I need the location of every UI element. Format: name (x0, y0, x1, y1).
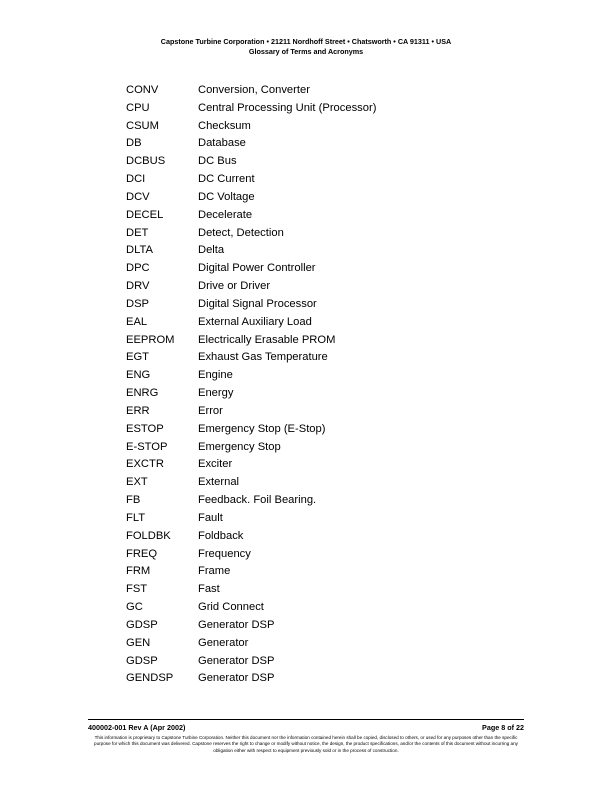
glossary-row (126, 563, 376, 581)
glossary-definition: Fault (198, 511, 223, 524)
glossary-abbreviation: DB (126, 137, 142, 150)
glossary-abbreviation: DSP (126, 297, 150, 310)
glossary-abbreviation: ERR (126, 404, 150, 417)
page-header (0, 37, 612, 56)
glossary-abbreviation: FOLDBK (126, 529, 171, 542)
glossary-definition: DC Bus (198, 155, 237, 168)
glossary-definition: Central Processing Unit (Processor) (198, 101, 377, 114)
glossary-definition: Feedback. Foil Bearing. (198, 494, 317, 507)
glossary-row (126, 670, 376, 688)
glossary-row (126, 653, 376, 671)
glossary-abbreviation: DCBUS (126, 155, 166, 168)
glossary-abbreviation: E-STOP (126, 440, 168, 453)
glossary-row (126, 474, 376, 492)
glossary-row (126, 599, 376, 617)
glossary-abbreviation: ENG (126, 369, 151, 382)
glossary-row (126, 492, 376, 510)
glossary-abbreviation: EXT (126, 476, 148, 489)
glossary-abbreviation: GDSP (126, 618, 158, 631)
glossary-abbreviation: GENDSP (126, 672, 174, 685)
glossary-abbreviation: DCV (126, 190, 150, 203)
glossary-definition: Exciter (198, 458, 233, 471)
glossary-definition: Frequency (198, 547, 251, 560)
glossary-row (126, 260, 376, 278)
glossary-row (126, 510, 376, 528)
glossary-abbreviation: CSUM (126, 119, 159, 132)
glossary-row (126, 349, 376, 367)
glossary-definition: Electrically Erasable PROM (198, 333, 336, 346)
glossary-row (126, 617, 376, 635)
glossary-definition: Emergency Stop (E-Stop) (198, 422, 326, 435)
glossary-definition: Generator DSP (198, 672, 275, 685)
glossary-definition: Fast (198, 583, 220, 596)
glossary-abbreviation: ENRG (126, 387, 159, 400)
glossary-abbreviation: FRM (126, 565, 151, 578)
glossary-definition: Database (198, 137, 246, 150)
glossary-list (126, 82, 376, 688)
glossary-row (126, 546, 376, 564)
glossary-abbreviation: DRV (126, 280, 150, 293)
document-subtitle: Glossary of Terms and Acronyms (248, 46, 364, 56)
glossary-abbreviation: FB (126, 494, 141, 507)
glossary-definition: Drive or Driver (198, 280, 271, 293)
glossary-definition: Checksum (198, 119, 251, 132)
glossary-abbreviation: CPU (126, 101, 150, 114)
glossary-row (126, 171, 376, 189)
glossary-definition: Exhaust Gas Temperature (198, 351, 328, 364)
document-number: 400002-001 Rev A (Apr 2002) (88, 723, 186, 732)
glossary-abbreviation: GDSP (126, 654, 158, 667)
glossary-definition: Delta (198, 244, 225, 257)
glossary-abbreviation: CONV (126, 84, 159, 96)
glossary-row (126, 135, 376, 153)
glossary-row (126, 332, 376, 350)
glossary-abbreviation: EEPROM (126, 333, 175, 346)
glossary-row (126, 118, 376, 136)
glossary-definition: Error (198, 404, 223, 417)
glossary-row (126, 82, 376, 100)
glossary-definition: Foldback (198, 529, 244, 542)
glossary-definition: Detect, Detection (198, 226, 284, 239)
glossary-definition: Digital Signal Processor (198, 297, 317, 310)
glossary-row (126, 385, 376, 403)
glossary-row (126, 367, 376, 385)
glossary-definition: Generator DSP (198, 654, 275, 667)
glossary-abbreviation: DPC (126, 262, 150, 275)
glossary-row (126, 581, 376, 599)
glossary-row (126, 153, 376, 171)
glossary-row (126, 528, 376, 546)
glossary-definition: DC Current (198, 173, 255, 186)
glossary-row (126, 100, 376, 118)
glossary-definition: Emergency Stop (198, 440, 281, 453)
glossary-abbreviation: FLT (126, 511, 146, 524)
glossary-definition: Frame (198, 565, 231, 578)
footer-divider (88, 719, 524, 720)
glossary-row (126, 225, 376, 243)
glossary-definition: Conversion, Converter (198, 84, 310, 96)
glossary-definition: Generator DSP (198, 618, 275, 631)
glossary-row (126, 635, 376, 653)
glossary-definition: Generator (198, 636, 249, 649)
glossary-definition: External (198, 476, 240, 489)
glossary-abbreviation: DECEL (126, 208, 164, 221)
glossary-definition: DC Voltage (198, 190, 255, 203)
footer-info-line (88, 723, 524, 732)
glossary-row (126, 456, 376, 474)
glossary-abbreviation: EAL (126, 315, 148, 328)
glossary-abbreviation: GC (126, 601, 143, 614)
glossary-row (126, 296, 376, 314)
glossary-definition: Energy (198, 387, 234, 400)
page-footer (88, 719, 524, 754)
glossary-abbreviation: FREQ (126, 547, 158, 560)
glossary-row (126, 207, 376, 225)
glossary-abbreviation: DLTA (126, 244, 153, 257)
glossary-abbreviation: GEN (126, 636, 151, 649)
glossary-row (126, 439, 376, 457)
glossary-row (126, 421, 376, 439)
glossary-abbreviation: EXCTR (126, 458, 164, 471)
glossary-abbreviation: ESTOP (126, 422, 164, 435)
company-address-line: Capstone Turbine Corporation • 21211 Nordhoff Street • Chatsworth • CA 91311 • USA (160, 37, 452, 46)
glossary-abbreviation: DCI (126, 173, 146, 186)
glossary-abbreviation: EGT (126, 351, 149, 364)
glossary-definition: Grid Connect (198, 601, 264, 614)
glossary-row (126, 278, 376, 296)
proprietary-notice: This information is proprietary to Capstone Turbine Corporation. Neither this document nor the information contained herein shall be copied, disclosed to others, or used for any purposes other than the specific purpose for which this document was delivered. Capstone reserves the right to change or modify without notice, the design, the product specifications, and/or the contents of this document without incurring any obligation either with respect to equipment previously sold or in the process of construction. (94, 735, 518, 753)
glossary-definition: External Auxiliary Load (198, 315, 312, 328)
page-number: Page 8 of 22 (482, 723, 524, 732)
glossary-row (126, 242, 376, 260)
glossary-abbreviation: FST (126, 583, 148, 596)
glossary-row (126, 314, 376, 332)
glossary-definition: Decelerate (198, 208, 253, 221)
glossary-definition: Digital Power Controller (198, 262, 316, 275)
glossary-definition: Engine (198, 369, 233, 382)
glossary-row (126, 189, 376, 207)
glossary-abbreviation: DET (126, 226, 149, 239)
glossary-row (126, 403, 376, 421)
